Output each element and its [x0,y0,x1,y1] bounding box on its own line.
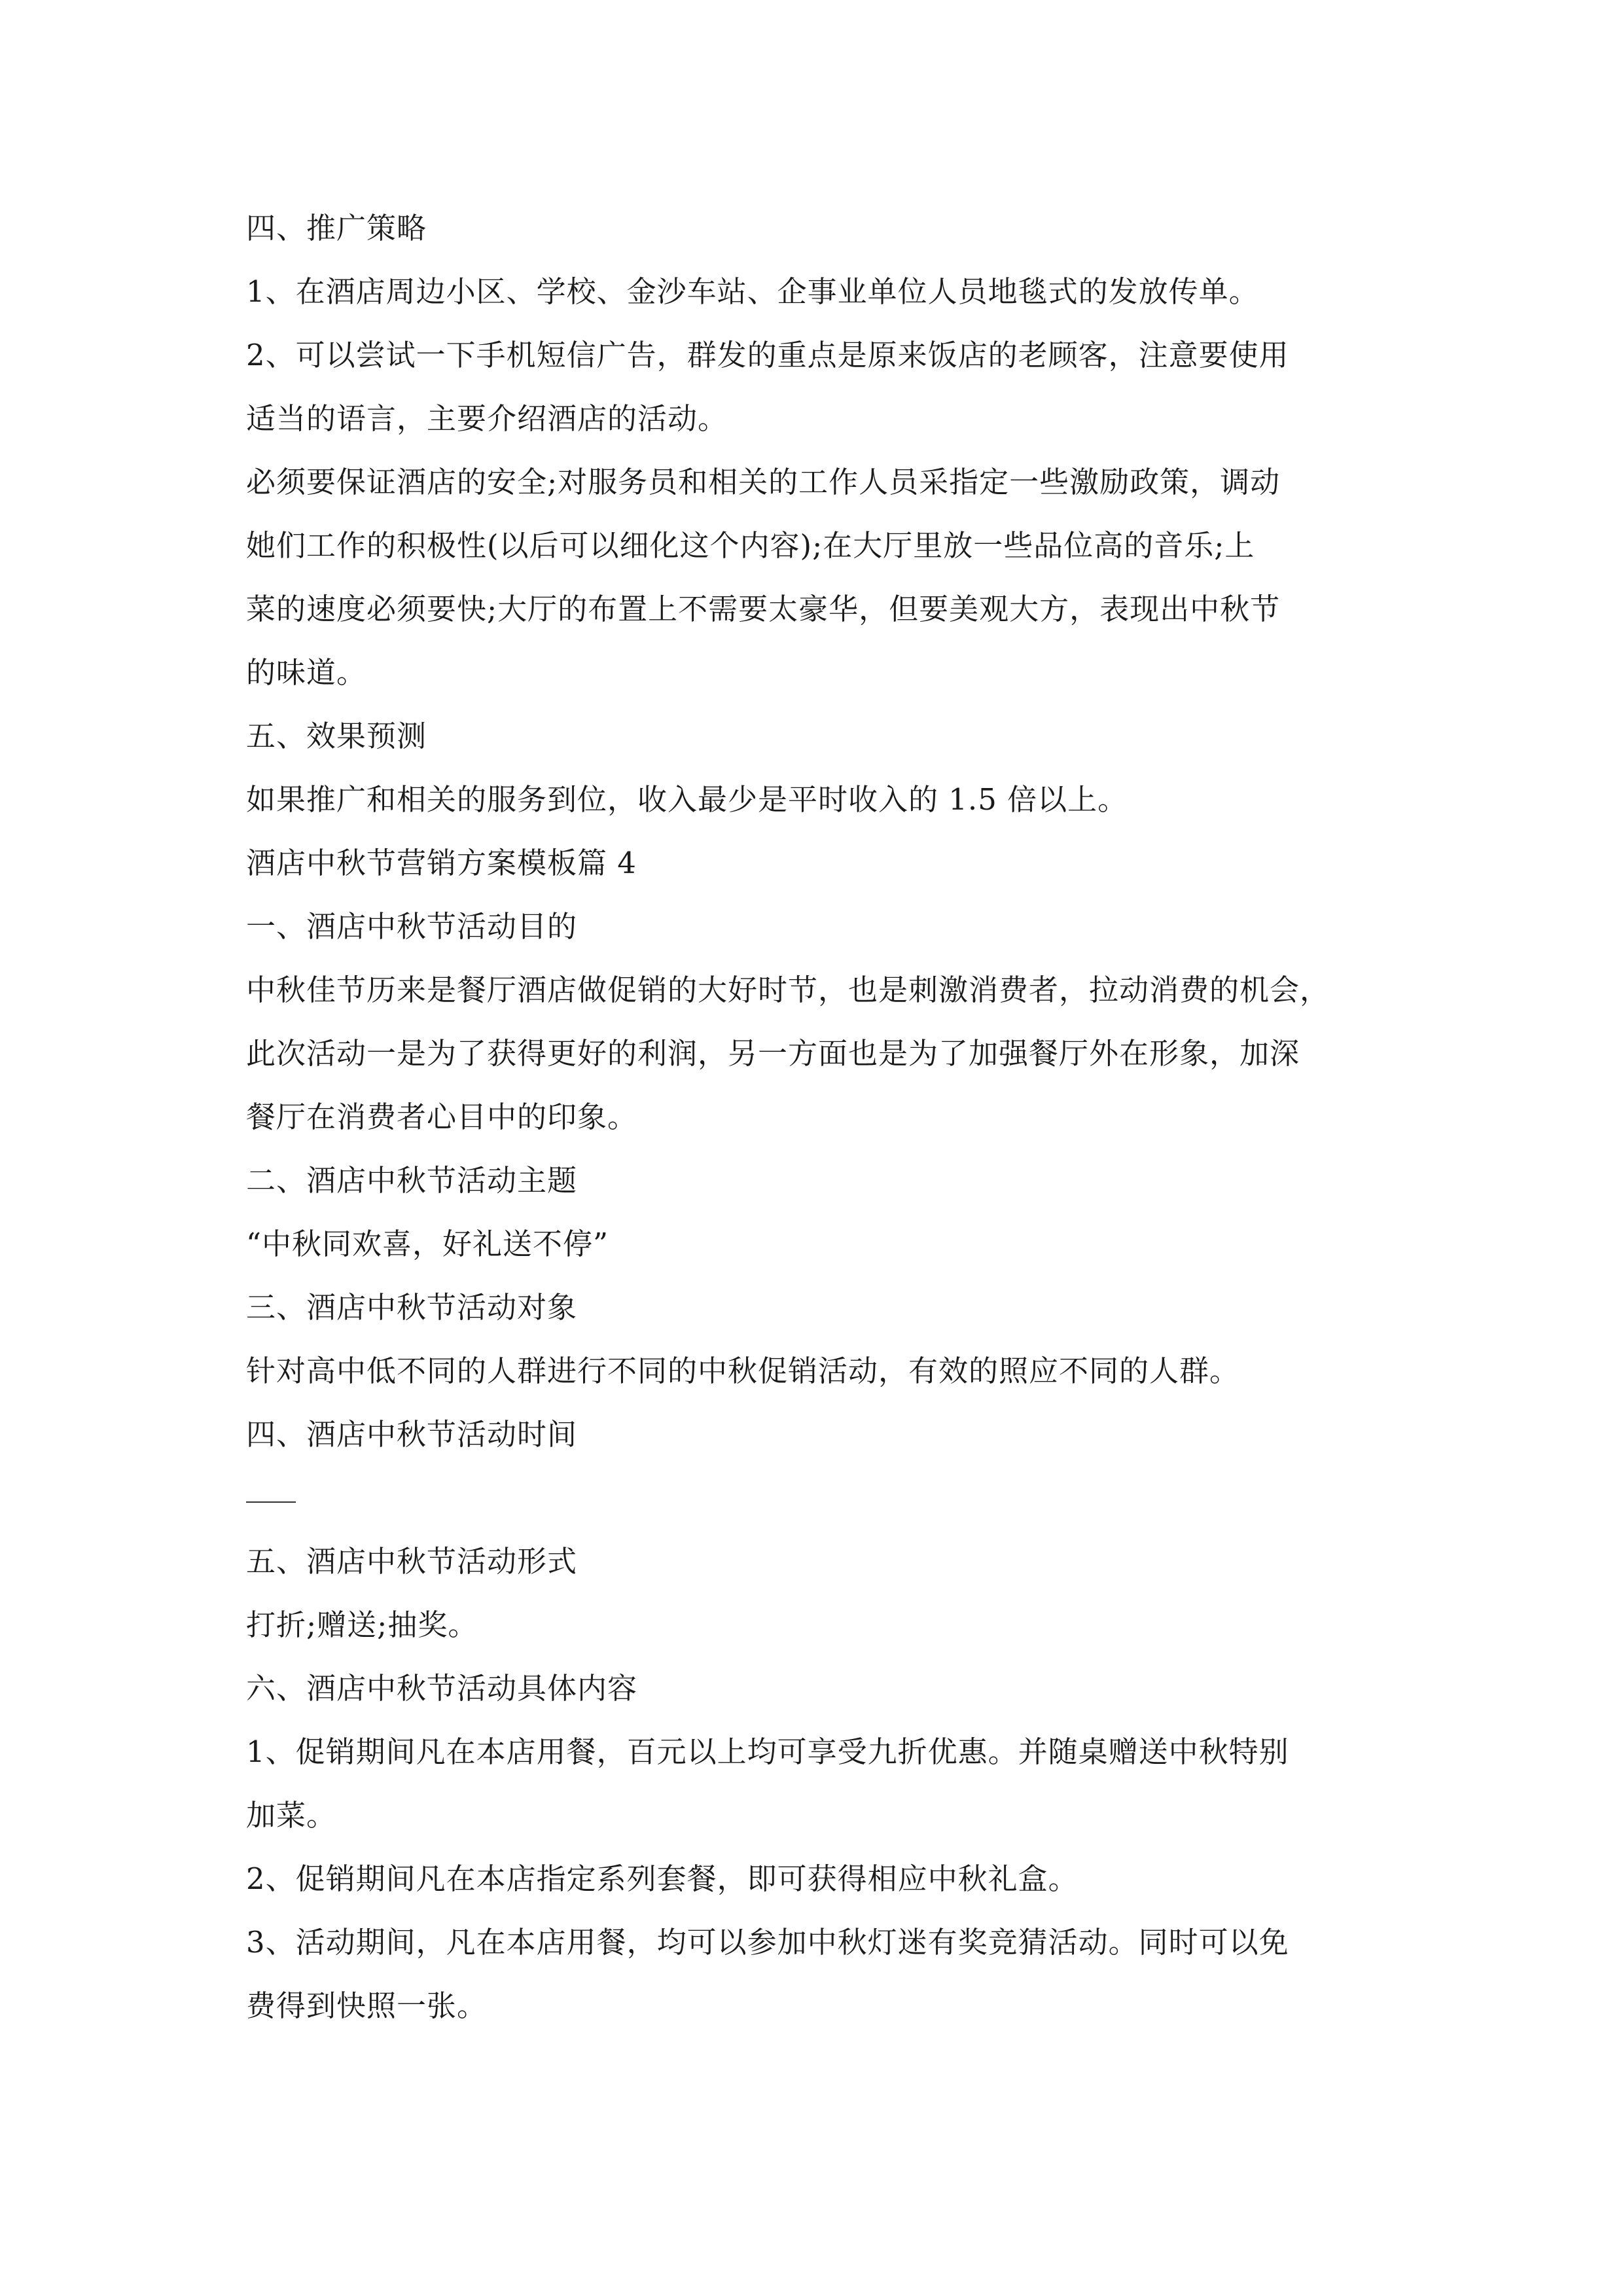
paragraph-line: 针对高中低不同的人群进行不同的中秋促销活动，有效的照应不同的人群。 [246,1354,1240,1388]
paragraph-line: 适当的语言，主要介绍酒店的活动。 [246,401,728,436]
heading-activity-target: 三、酒店中秋节活动对象 [246,1290,578,1325]
heading-activity-form: 五、酒店中秋节活动形式 [246,1544,578,1579]
paragraph-line: 她们工作的积极性(以后可以细化这个内容);在大厅里放一些品位高的音乐;上 [246,528,1255,563]
paragraph-line: 菜的速度必须要快;大厅的布置上不需要太豪华，但要美观大方，表现出中秋节 [246,592,1281,626]
paragraph-line: 3、活动期间，凡在本店用餐，均可以参加中秋灯迷有奖竞猜活动。同时可以免 [246,1925,1289,1960]
paragraph-line: 2、促销期间凡在本店指定系列套餐，即可获得相应中秋礼盒。 [246,1861,1079,1896]
short-rule-wrap [246,1466,1382,1530]
heading-activity-purpose: 一、酒店中秋节活动目的 [246,909,578,944]
paragraph-line: 必须要保证酒店的安全;对服务员和相关的工作人员采指定一些激励政策，调动 [246,465,1281,499]
heading-activity-theme: 二、酒店中秋节活动主题 [246,1163,578,1198]
paragraph-line: 1、促销期间凡在本店用餐，百元以上均可享受九折优惠。并随桌赠送中秋特别 [246,1734,1289,1769]
paragraph-line: 如果推广和相关的服务到位，收入最少是平时收入的 1.5 倍以上。 [246,782,1128,817]
paragraph-line: 餐厅在消费者心目中的印象。 [246,1100,638,1134]
heading-effect-forecast: 五、效果预测 [246,719,427,753]
heading-promotion-strategy: 四、推广策略 [246,211,427,245]
heading-activity-content: 六、酒店中秋节活动具体内容 [246,1671,638,1706]
paragraph-line: 2、可以尝试一下手机短信广告，群发的重点是原来饭店的老顾客，注意要使用 [246,338,1289,372]
paragraph-line: 的味道。 [246,655,367,690]
paragraph-line: 中秋佳节历来是餐厅酒店做促销的大好时节，也是刺激消费者，拉动消费的机会， [246,973,1330,1007]
paragraph-line: “中秋同欢喜，好礼送不停” [246,1227,609,1261]
document-page [246,196,1382,2037]
heading-activity-time: 四、酒店中秋节活动时间 [246,1417,578,1452]
short-rule [246,1501,296,1503]
paragraph-line: 费得到快照一张。 [246,1988,488,2023]
section-title: 酒店中秋节营销方案模板篇 4 [246,846,637,880]
paragraph-line: 打折;赠送;抽奖。 [246,1607,478,1642]
paragraph-line: 1、在酒店周边小区、学校、金沙车站、企事业单位人员地毯式的发放传单。 [246,274,1259,309]
paragraph-line: 此次活动一是为了获得更好的利润，另一方面也是为了加强餐厅外在形象，加深 [246,1036,1300,1071]
paragraph-line: 加菜。 [246,1798,337,1833]
